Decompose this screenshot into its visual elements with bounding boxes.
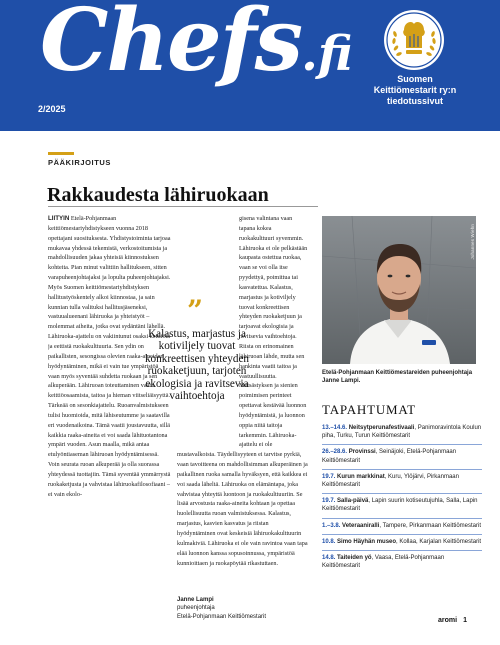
event-date: 19.7. [322, 473, 336, 480]
event-detail: , Kollaa, Karjalan Keittiömestarit [396, 538, 482, 545]
pull-quote [132, 294, 262, 403]
event-detail: , Vaasa, Etelä-Pohjanmaan Keittiömestarit [322, 555, 445, 570]
association-line-2: Keittiömestarit ry:n [373, 84, 457, 95]
association-line-1: Suomen [397, 74, 433, 84]
event-item [322, 444, 482, 468]
section-label: PÄÄKIRJOITUS [48, 158, 112, 167]
association-label [350, 74, 480, 107]
event-date: 1.–3.8. [322, 522, 341, 529]
event-name: Salla-päivä [337, 498, 369, 505]
event-name: Simo Häyhän museo [337, 538, 397, 545]
events-list [322, 424, 482, 574]
event-item [322, 518, 482, 534]
column-1-text: Etelä-Pohjanmaan keittiömestariyhdistykseen vuonna 2018 opettajani suosituksesta. Yhdistystoiminta tarjoaa mukavaa yhdessä tekemistä, verkostoitumista ja mahdollisuuden jakaa yhteisiä kiinnostuksen kohteita. Pian minut valittiin hallitukseen, sitten varapuheenjohtajaksi ja lopulta puheenjohtajaksi. Myös Suomen keittiömestariyhdistyksen hallitustyöskentely alkoi kiinnostaa, ja sain kunnian tulla valituksi hallitusjäseneksi, vastuualueenani lähiruoka ja yhteistyöt – molemmat aiheita, jotka ovat sydäntäni lähellä. Lähiruoka-ajattelu on vakiintunut osaksi keittiöiä ja eettistä ruokakulttuuria. Sen ydin on paikallisten, sesongissa olevien raaka-aineiden hyödyntäminen, mikä ei vain tue ympäristöä vaan myös syventää suhdetta ruokaan ja sen alkuperään. Lähiruoan toteuttaminen vaatii keittiöosaamista, taitoa ja hieman viitseliäisyyttä. Tärkeää on sesonkiajattelu. Ruoanvalmistukseen tulisi huomioida, mitä lähiseutumme ja saatavilla eri vuodenaikoina. Tämä vaatii joustavuutta, sillä kaikkia raaka-aineita ei voi saada lähituotantona ympäri vuoden. Asun maalla, mikä antaa etulyöntiaseman lähiruoan hyödyntämisessä. Voin seurata ruoan alkuperää ja olla suorassa yhteydessä tuottajiin. Tämä syventää ymmärrystä ruokaketjusta ja vahvistaa lähiruokafilosofiaani – ei vain ekolo- [48, 215, 171, 498]
association-line-3: tiedotussivut [386, 95, 443, 106]
signature [177, 596, 308, 621]
event-item [322, 469, 482, 493]
event-date: 14.8. [322, 555, 336, 562]
event-name: Provinssi [348, 449, 376, 456]
logo-main: Chefs [40, 0, 302, 91]
lead-word: LIITYIN [48, 215, 70, 222]
event-item [322, 550, 482, 574]
chefs-logo[interactable] [40, 0, 353, 91]
page-footer [438, 617, 467, 624]
photo-caption: Etelä-Pohjanmaan Keittiömestareiden puheenjohtaja Janne Lampi. [322, 370, 473, 385]
event-date: 10.8. [322, 538, 336, 545]
event-name: Veteraaniralli [342, 522, 380, 529]
event-date: 26.–28.6. [322, 449, 348, 456]
chef-hat-laurel-emblem-icon [382, 8, 446, 72]
column-2-text: gisena valintana vaan tapana kokea ruokakulttuuri syvemmin. Lähiruoka ei ole pelkästään kaupasta ostettua ruokaa, vaan se voi olla itse pyydettyä, poimittua tai kasvatettua. Kalastus, marjastus ja kotiviljely tuovat konkreettisen yhteyden ruokaketjuun ja tarjoavat ekologisia ja ravitsevia vaihtoehtoja. Riista on erinomainen lähiruoan lähde, mutta sen hankinta vaatii taitoa ja vastuullisuutta. Metsästyksen ja sienien poimimisen perinteet opettavat kestävää luonnon hyödyntämistä, ja luonnon oppia niitä taitoja tarkemmin. Lähiruoka-ajattelu ei ole mustavalkoista. Täydellisyyteen ei tarvitse pyrkiä, vaan tavoitteena on mahdollisimman alkuperäinen ja paikallinen ruoka samalla hyväksyen, että kaikkea ei voi saada läheltä. Lähiruoka on elämäntapa, joka vahvistaa yhteyttä luontoon ja ruokakulttuuriin. Se lisää arvostusta raaka-aineita kohtaan ja opettaa huolellisuutta ruoan valmistuksessa. Kalastus, marjastus, kasvien kasvatus ja riistan hyödyntäminen ovat keskeisiä lähiruokakulttuurin kulmakiviä. Lähiruoka ei ole vain ravintoa vaan tapa elää luonnon kanssa sopusoinnussa, ympäristöä kunnioittaen ja ruokapöytää rikastuttaen. [177, 215, 308, 567]
masthead [0, 0, 500, 131]
portrait-photo [322, 216, 476, 364]
logo-tld: .fi [301, 26, 353, 82]
signature-name: Janne Lampi [177, 597, 214, 603]
event-item [322, 534, 482, 550]
event-date: 19.7. [322, 498, 336, 505]
event-detail: , Seinäjoki, Etelä-Pohjanmaan Keittiömestarit [322, 449, 457, 464]
event-detail: , Lapin suurin kotiseutujuhla, Salla, Lapin Keittiömestarit [322, 498, 478, 513]
article-title: Rakkaudesta lähiruokaan [47, 184, 269, 206]
article-column-1 [48, 214, 171, 618]
event-item [322, 493, 482, 517]
event-detail: , Kuru, Ylöjärvi, Pirkanmaan Keittiömestarit [322, 473, 459, 489]
event-item [322, 424, 482, 444]
page-number: 1 [463, 617, 467, 624]
title-divider [48, 206, 318, 207]
signature-organization: Etelä-Pohjanmaan Keittiömestarit [177, 613, 267, 620]
photo-credit: Johannes Wiehn [470, 224, 475, 260]
event-name: Taiteiden yö [337, 555, 372, 562]
event-detail: , Panimoravintola Koulun piha, Turku, Turun Keittiömestarit [322, 425, 482, 440]
section-accent-rule [48, 152, 74, 155]
quote-mark-icon: ” [186, 294, 204, 327]
event-name: Kurun markkinat [337, 473, 385, 480]
events-title: TAPAHTUMAT [322, 402, 416, 417]
event-detail: , Tampere, Pirkanmaan Keittiömestarit [379, 522, 481, 529]
pull-quote-text: Kalastus, marjastus ja kotiviljely tuovat konkreettisen yhteyden ruokaketjuun, tarjoten ekologisia ja ravitsevia vaihtoehtoja [144, 328, 250, 403]
event-date: 13.–14.6. [322, 425, 348, 431]
signature-role: puheenjohtaja [177, 605, 215, 612]
article-column-2 [177, 214, 308, 618]
issue-number: 2/2025 [38, 104, 66, 114]
event-name: Neitsytperunafestivaali [348, 425, 415, 431]
footer-brand: aromi [438, 617, 458, 624]
